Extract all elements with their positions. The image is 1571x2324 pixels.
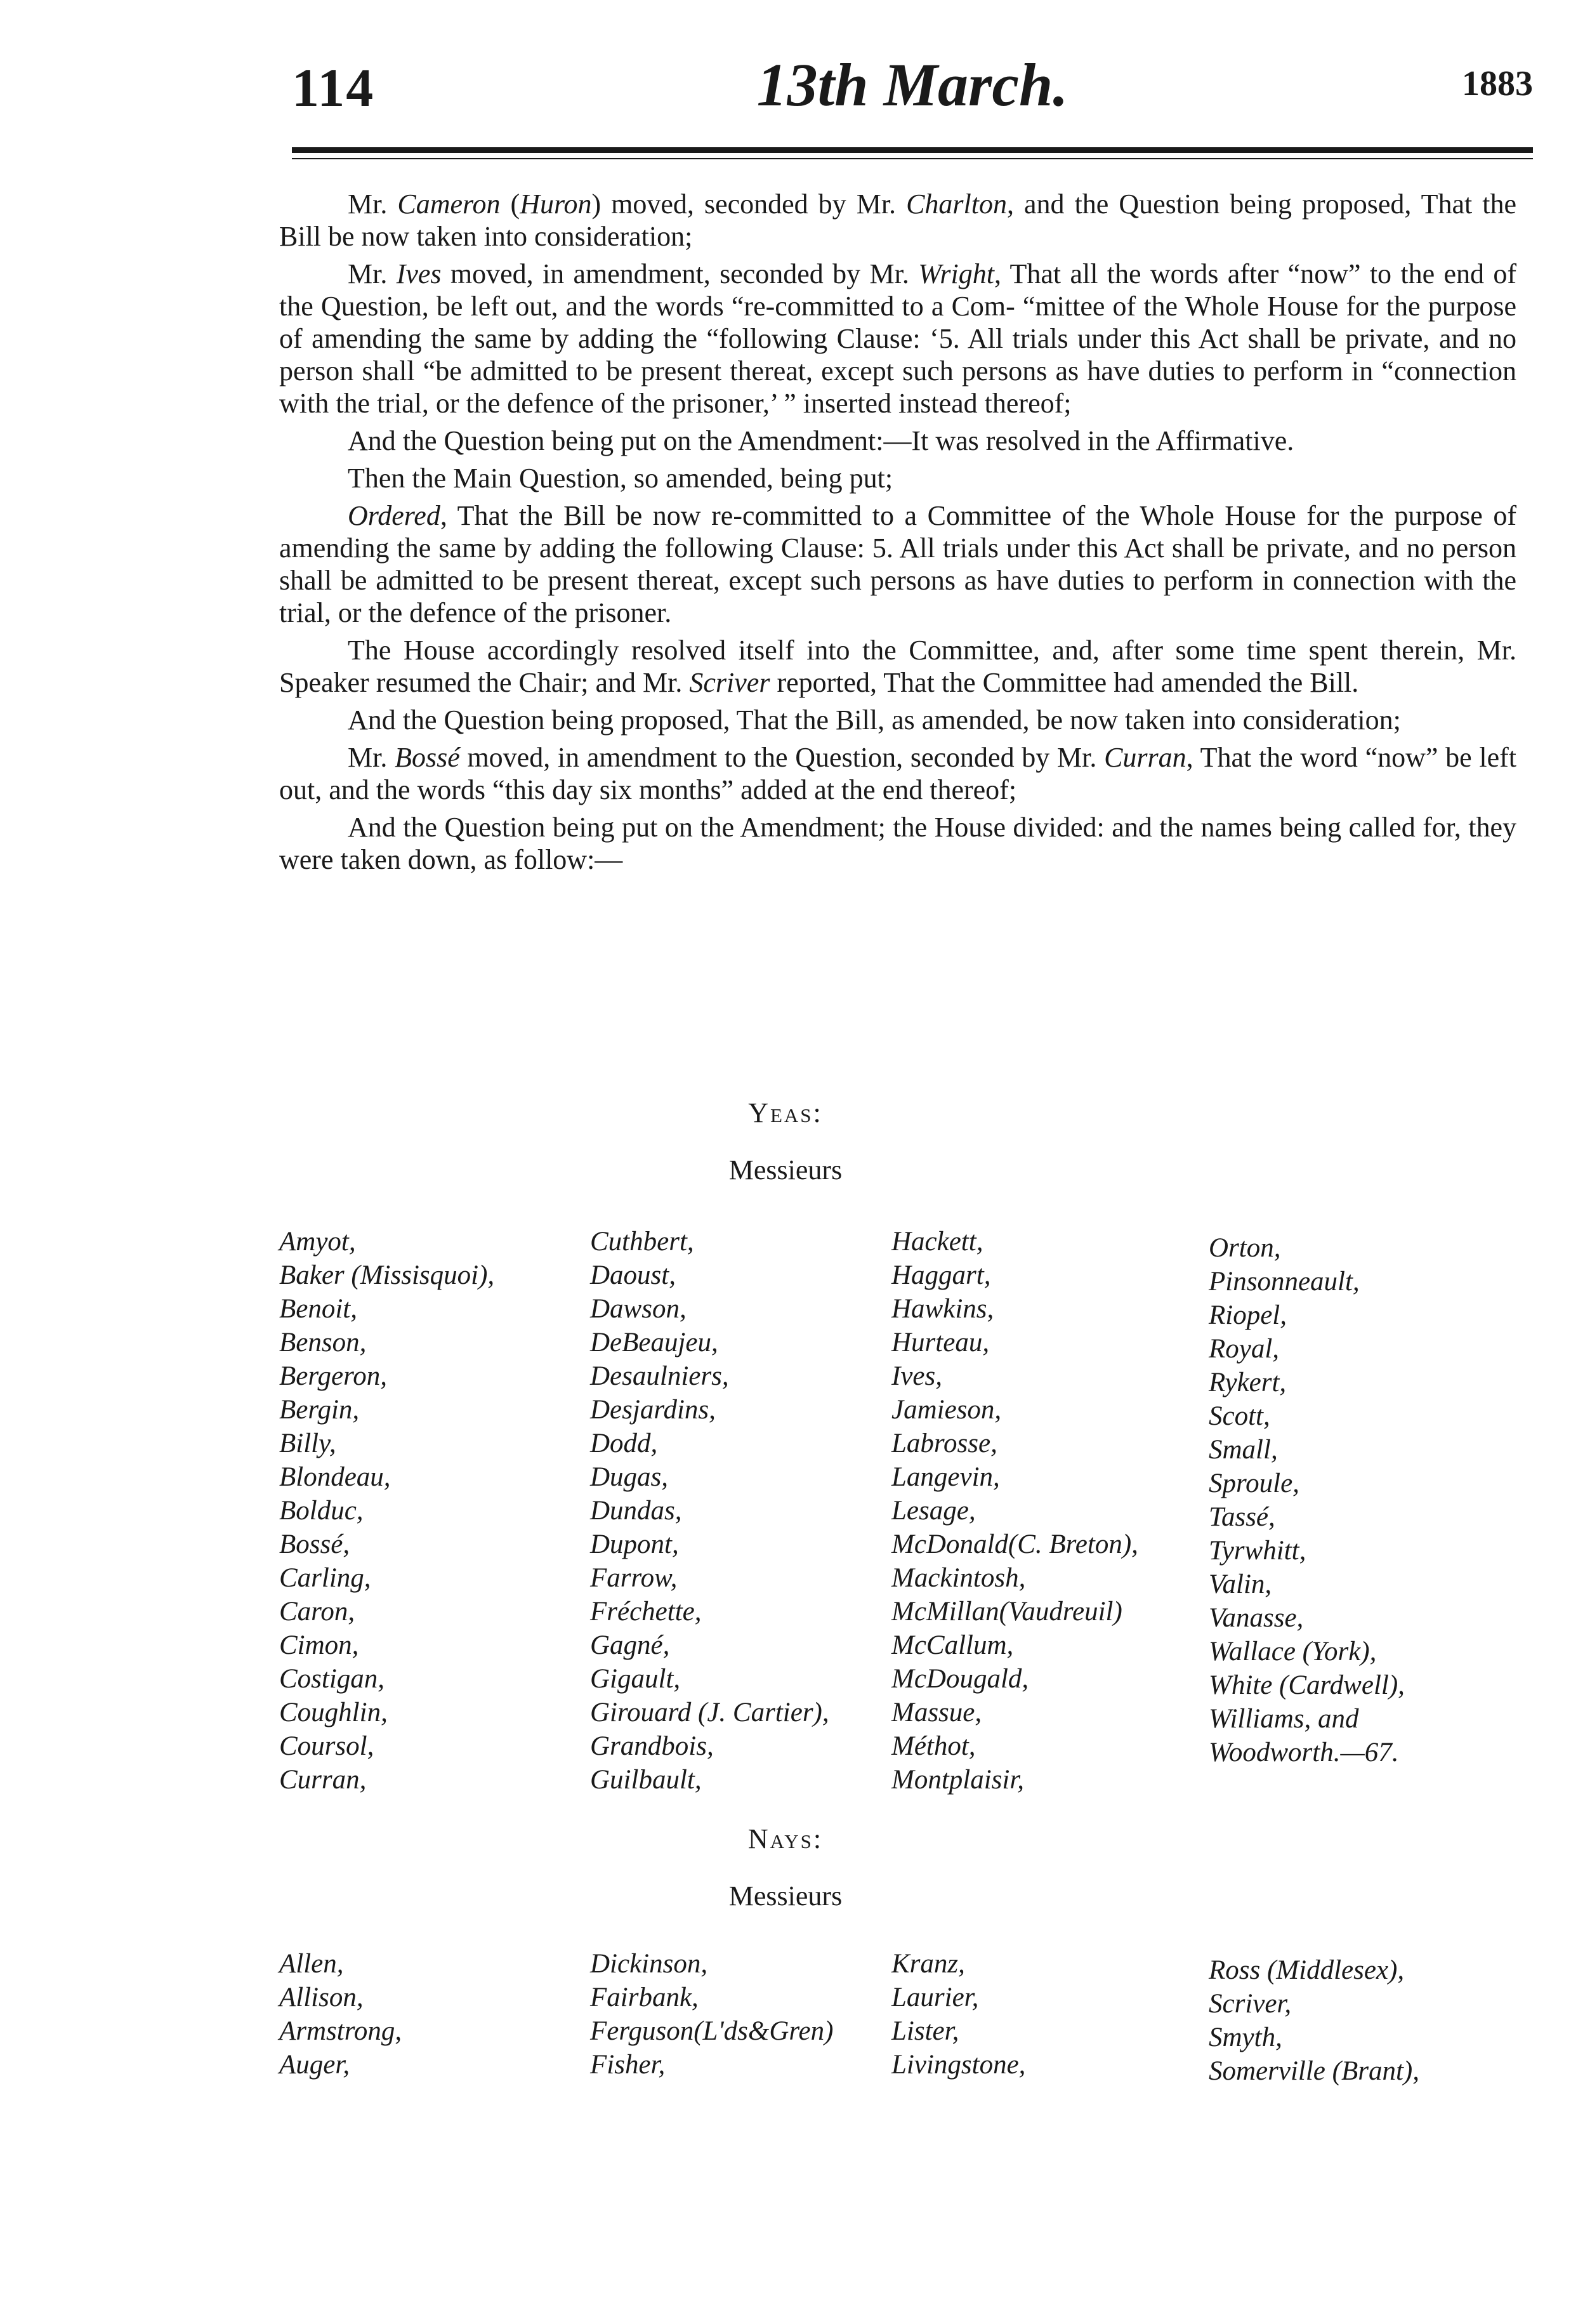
paragraph: The House accordingly resolved itself into the Committee, and, after some time spent therein, Mr. Speaker resumed the Chair; and Mr. Scriver reported, That the Committee had amended the Bill.: [279, 635, 1516, 698]
nay-member-name: Allen,: [279, 1949, 344, 1979]
yea-member-name: McCallum,: [891, 1630, 1014, 1660]
paragraph: And the Question being proposed, That the Bill, as amended, be now taken into consideration;: [348, 704, 1401, 736]
yea-member-name: Baker (Missisquoi),: [279, 1260, 495, 1290]
yea-member-name: Montplaisir,: [891, 1765, 1025, 1795]
nay-member-name: Dickinson,: [590, 1949, 708, 1979]
yea-member-name: Girouard (J. Cartier),: [590, 1698, 829, 1727]
yea-member-name: Cuthbert,: [590, 1227, 694, 1257]
yea-member-name: Guilbault,: [590, 1765, 702, 1795]
paragraph: Mr. Cameron (Huron) moved, seconded by Mr. Charlton, and the Question being proposed, That the Bill be now taken into consideration;: [279, 188, 1516, 252]
yea-member-name: Pinsonneault,: [1209, 1267, 1360, 1297]
yeas-subheading: Messieurs: [728, 1154, 843, 1185]
yea-member-name: Hurteau,: [891, 1328, 990, 1357]
nay-member-name: Livingstone,: [891, 2050, 1026, 2080]
yea-member-name: McDougald,: [891, 1664, 1029, 1694]
yea-member-name: Coughlin,: [279, 1698, 388, 1727]
yea-member-name: Bossé,: [279, 1529, 350, 1559]
yea-member-name: Blondeau,: [279, 1462, 391, 1492]
yea-member-name: Valin,: [1209, 1569, 1272, 1599]
running-head: [292, 44, 1533, 133]
nay-member-name: Scriver,: [1209, 1989, 1292, 2019]
paragraph: And the Question being put on the Amendment:—It was resolved in the Affirmative.: [348, 425, 1294, 456]
paragraph: And the Question being put on the Amendment; the House divided: and the names being called for, they were taken down, as follow:—: [279, 812, 1516, 875]
yea-member-name: Grandbois,: [590, 1731, 714, 1761]
yea-member-name: Farrow,: [590, 1563, 678, 1593]
yea-member-name: Jamieson,: [891, 1395, 1002, 1425]
yea-member-name: Williams, and: [1209, 1704, 1359, 1734]
yea-member-name: Cimon,: [279, 1630, 359, 1660]
yea-member-name: Benoit,: [279, 1294, 357, 1324]
yea-member-name: Woodworth.—67.: [1209, 1738, 1399, 1767]
yea-member-name: Amyot,: [279, 1227, 356, 1257]
nay-member-column: [279, 1947, 402, 2082]
yea-member-name: Riopel,: [1209, 1300, 1287, 1330]
yea-member-name: Bolduc,: [279, 1496, 364, 1526]
nay-member-name: Smyth,: [1209, 2023, 1282, 2052]
yea-member-name: Curran,: [279, 1765, 367, 1795]
nay-member-name: Allison,: [279, 1983, 364, 2012]
yea-member-name: Orton,: [1209, 1233, 1281, 1263]
nay-member-name: Lister,: [891, 2016, 959, 2046]
proceedings-text: [279, 188, 1516, 881]
yea-member-name: Coursol,: [279, 1731, 374, 1761]
yea-member-name: Massue,: [891, 1698, 982, 1727]
yea-member-name: Bergeron,: [279, 1361, 387, 1391]
yea-member-name: Billy,: [279, 1429, 336, 1458]
nay-member-column: [1209, 1953, 1419, 2088]
nay-member-name: Fisher,: [590, 2050, 666, 2080]
nays-heading: Nays:: [747, 1823, 824, 1854]
yea-member-name: Dodd,: [590, 1429, 658, 1458]
nay-member-name: Ferguson(L'ds&Gren): [590, 2016, 834, 2046]
yea-member-name: Mackintosh,: [891, 1563, 1026, 1593]
yea-member-name: Ives,: [891, 1361, 942, 1391]
nay-member-name: Ross (Middlesex),: [1209, 1955, 1405, 1985]
nay-member-name: Kranz,: [891, 1949, 965, 1979]
yea-member-name: Desaulniers,: [590, 1361, 729, 1391]
yea-member-name: Bergin,: [279, 1395, 360, 1425]
yea-member-name: Haggart,: [891, 1260, 991, 1290]
yea-member-name: Carling,: [279, 1563, 371, 1593]
yea-member-name: White (Cardwell),: [1209, 1670, 1405, 1700]
yeas-heading: Yeas:: [748, 1097, 823, 1128]
nay-member-name: Fairbank,: [590, 1983, 699, 2012]
yea-member-column: [279, 1225, 494, 1797]
yea-member-name: Scott,: [1209, 1401, 1270, 1431]
yea-member-name: Hawkins,: [891, 1294, 994, 1324]
yea-member-column: [1209, 1231, 1405, 1769]
yea-member-name: Royal,: [1209, 1334, 1280, 1364]
paragraph: Mr. Bossé moved, in amendment to the Question, seconded by Mr. Curran, That the word “now” be left out, and the words “this day six months” added at the end thereof;: [279, 742, 1516, 805]
nay-member-name: Laurier,: [891, 1983, 979, 2012]
yea-member-name: Gagné,: [590, 1630, 670, 1660]
yea-member-name: Daoust,: [590, 1260, 676, 1290]
header-year: 1883: [1462, 64, 1533, 103]
yea-member-name: Benson,: [279, 1328, 367, 1357]
paragraph: Mr. Ives moved, in amendment, seconded by Mr. Wright, That all the words after “now” to the end of the Question, be left out, and the words “re-committed to a Com- “mittee of the Whole House for the purpose of amending the same by adding the “following Clause: ‘5. All trials under this Act shall be private, and no person shall “be admitted to be present thereat, except such persons as have duties to perform in “connection with the trial, or the defence of the prisoner,’ ” inserted instead thereof;: [279, 258, 1516, 419]
nay-member-name: Auger,: [279, 2050, 350, 2080]
nay-member-name: Somerville (Brant),: [1209, 2056, 1419, 2086]
yea-member-name: Langevin,: [891, 1462, 1000, 1492]
paragraph: Ordered, That the Bill be now re-committed to a Committee of the Whole House for the purpose of amending the same by adding the following Clause: 5. All trials under this Act shall be private, and no person shall be admitted to be present thereat, except such persons as have duties to perform in connection with the trial, or the defence of the prisoner.: [279, 500, 1516, 628]
yea-member-name: Vanasse,: [1209, 1603, 1304, 1633]
yea-member-name: Gigault,: [590, 1664, 681, 1694]
yea-member-name: Caron,: [279, 1597, 355, 1627]
yea-member-name: Desjardins,: [590, 1395, 716, 1425]
yea-member-name: DeBeaujeu,: [590, 1328, 718, 1357]
yea-member-name: Wallace (York),: [1209, 1637, 1377, 1667]
yea-member-name: Tyrwhitt,: [1209, 1536, 1306, 1566]
yea-member-name: Lesage,: [891, 1496, 976, 1526]
nay-member-column: [891, 1947, 1025, 2082]
yea-member-name: Rykert,: [1209, 1368, 1287, 1397]
yea-member-name: Sproule,: [1209, 1469, 1299, 1498]
page-number: 114: [292, 57, 375, 118]
yea-member-name: Dawson,: [590, 1294, 687, 1324]
yea-member-name: Dundas,: [590, 1496, 682, 1526]
yea-member-name: Dupont,: [590, 1529, 679, 1559]
yea-member-name: Méthot,: [891, 1731, 976, 1761]
yea-member-name: Hackett,: [891, 1227, 983, 1257]
yea-member-name: McMillan(Vaudreuil): [891, 1597, 1122, 1627]
nays-subheading: Messieurs: [728, 1880, 843, 1911]
yea-member-name: McDonald(C. Breton),: [891, 1529, 1138, 1559]
nay-member-column: [590, 1947, 833, 2082]
paragraph: Then the Main Question, so amended, being put;: [348, 463, 893, 494]
yea-member-name: Tassé,: [1209, 1502, 1275, 1532]
yea-member-column: [590, 1225, 829, 1797]
yea-member-name: Small,: [1209, 1435, 1278, 1465]
yea-member-name: Costigan,: [279, 1664, 385, 1694]
yea-member-name: Fréchette,: [590, 1597, 702, 1627]
yea-member-column: [891, 1225, 1138, 1797]
yea-member-name: Dugas,: [590, 1462, 669, 1492]
nay-member-name: Armstrong,: [279, 2016, 402, 2046]
running-title: 13th March.: [756, 51, 1068, 119]
header-rule: [292, 147, 1533, 153]
yea-member-name: Labrosse,: [891, 1429, 997, 1458]
